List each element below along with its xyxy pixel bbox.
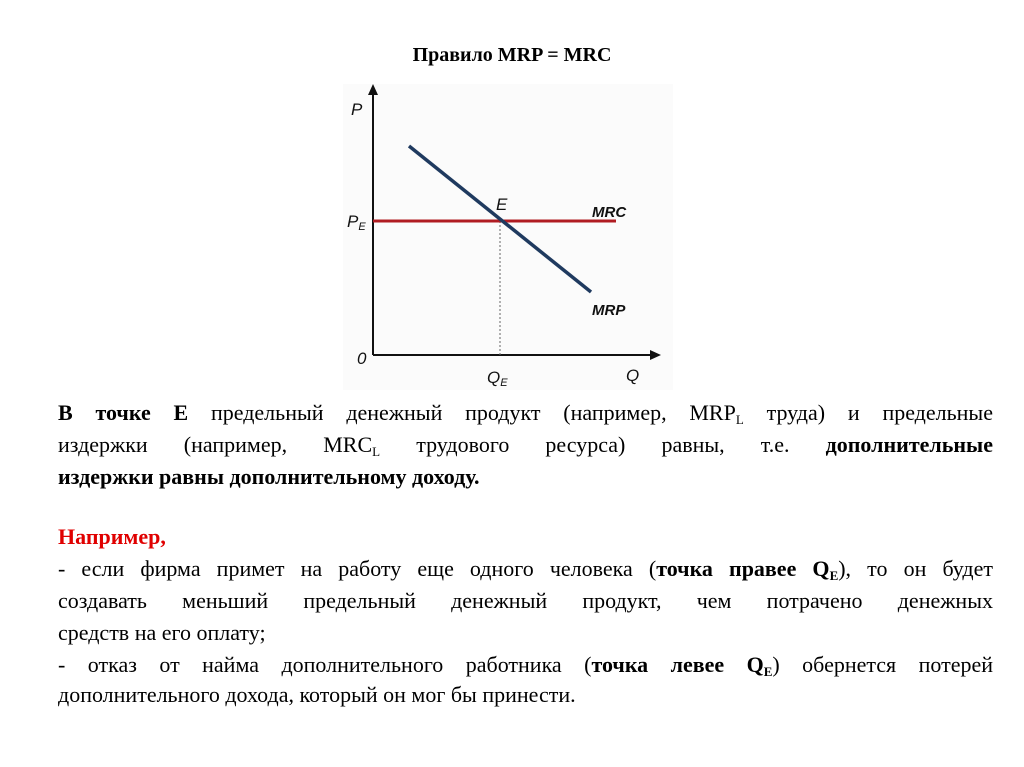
- mrp-label: MRP: [592, 302, 626, 319]
- para1-line3: издержки равны дополнительному доходу.: [58, 464, 480, 489]
- y-axis-label: P: [351, 100, 363, 119]
- para1-line2: издержки (например, $MRC_L$ трудового ресурса) равны, т.е. дополнительные: [58, 432, 993, 459]
- mrc-label: MRC: [592, 204, 627, 221]
- para2-line2: создавать меньший предельный денежный продукт, чем потрачено денежных: [58, 588, 993, 613]
- qe-label: QE: [487, 368, 508, 389]
- para2-line3: средств на его оплату;: [58, 620, 266, 645]
- origin-label: 0: [357, 349, 367, 368]
- pe-label: PE: [347, 212, 366, 233]
- para1-line1: В точке Е предельный денежный продукт (например, $MRP_L$ труда) и предельные: [58, 400, 993, 427]
- diagram-background: [343, 84, 673, 390]
- mrp-mrc-diagram: [343, 84, 673, 390]
- para2-line1: - если фирма примет на работу еще одного человека (точка правее $Q_E$), то он будет: [58, 556, 993, 583]
- slide-title: Правило MRP = MRC: [412, 44, 612, 66]
- example-heading: Например,: [58, 524, 166, 549]
- equilibrium-point-label: E: [496, 195, 508, 214]
- x-axis-label: Q: [626, 366, 640, 385]
- para2-line5: дополнительного дохода, который он мог бы принести.: [58, 682, 576, 707]
- para2-line4: - отказ от найма дополнительного работника (точка левее $Q_E$) обернется потерей: [58, 652, 994, 679]
